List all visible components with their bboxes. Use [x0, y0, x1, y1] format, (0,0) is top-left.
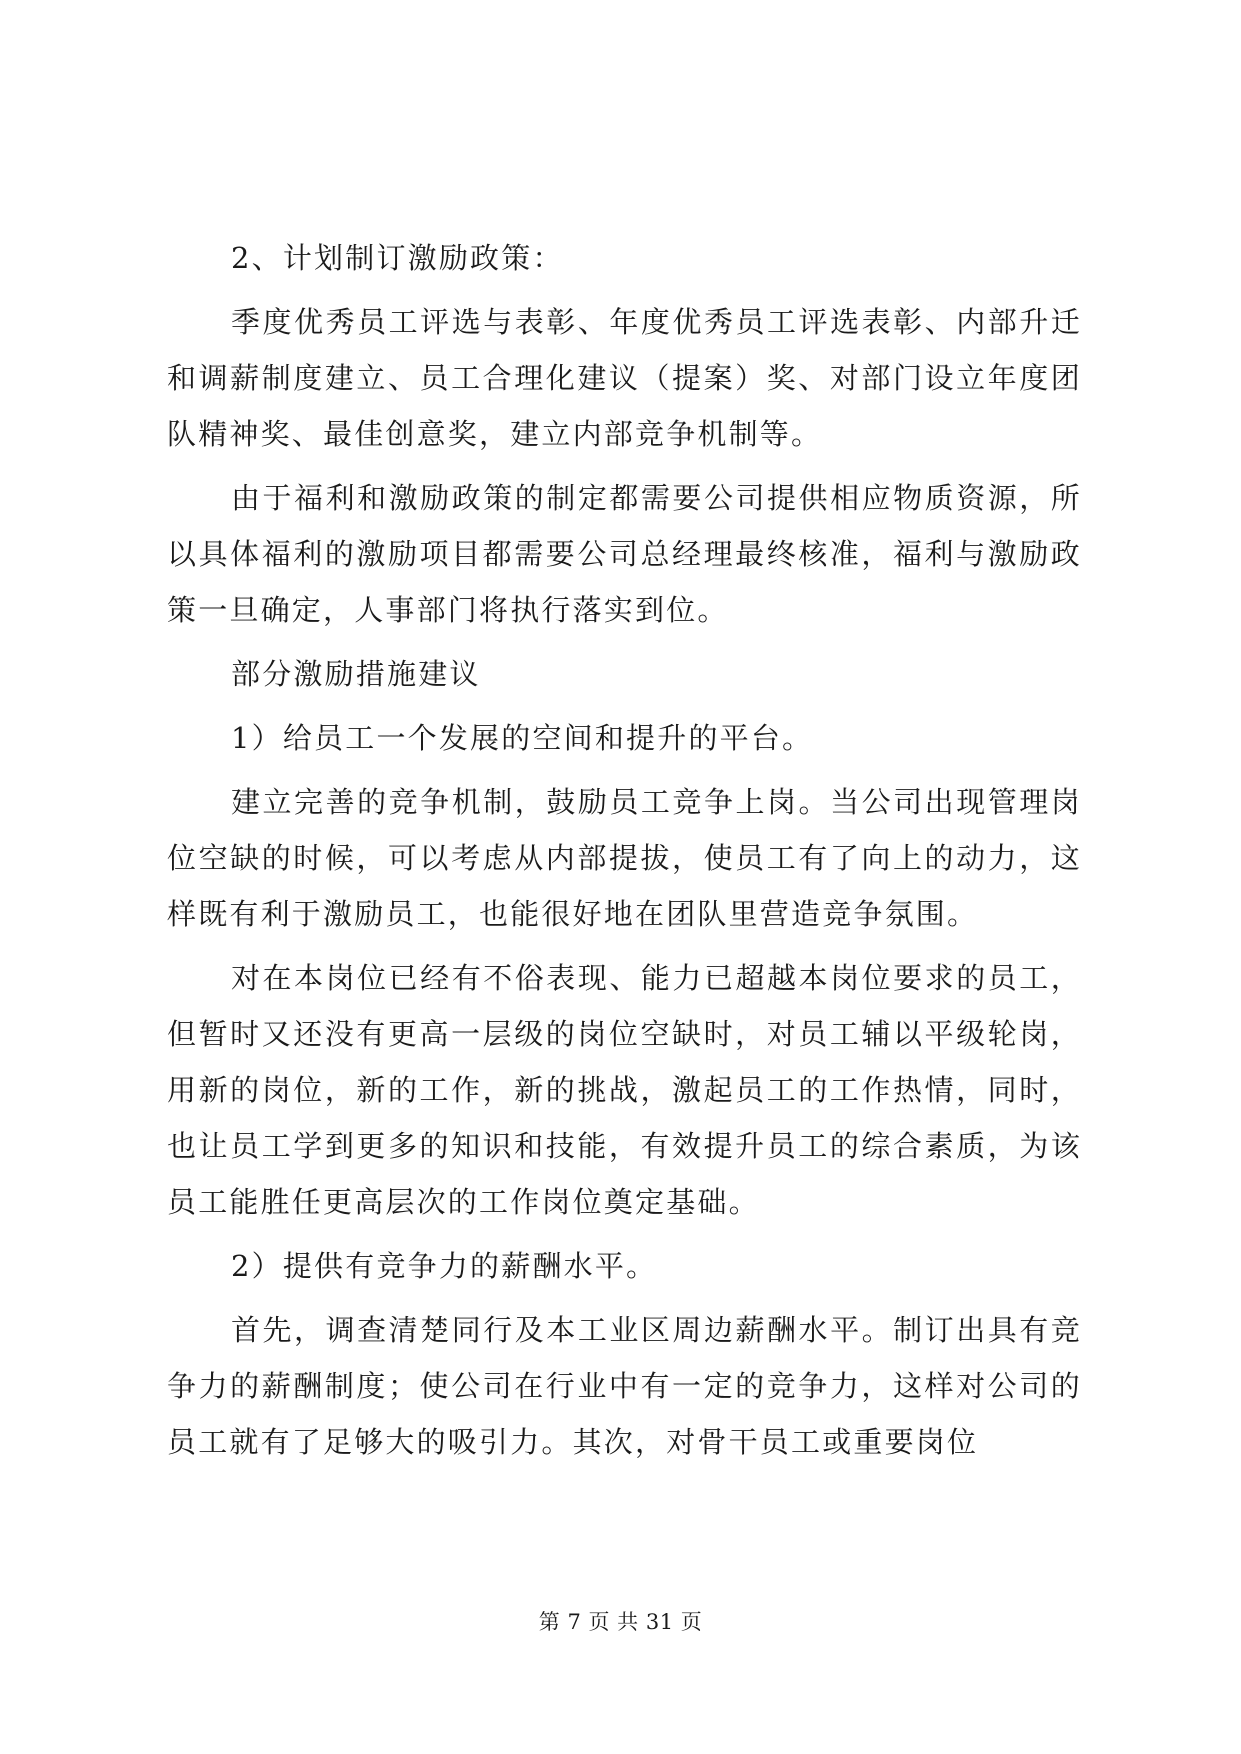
- paragraph-incentive-items: 季度优秀员工评选与表彰、年度优秀员工评选表彰、内部升迁和调薪制度建立、员工合理化建议（提案）奖、对部门设立年度团队精神奖、最佳创意奖，建立内部竞争机制等。: [167, 305, 1082, 451]
- paragraph-item-2-title: 2）提供有竞争力的薪酬水平。: [231, 1249, 658, 1283]
- page-number-footer: 第 7 页 共 31 页: [538, 1610, 703, 1634]
- paragraph-heading-measures: 部分激励措施建议: [231, 657, 481, 691]
- paragraph-salary-survey: 首先，调查清楚同行及本工业区周边薪酬水平。制订出具有竞争力的薪酬制度；使公司在行业中有一定的竞争力，这样对公司的员工就有了足够大的吸引力。其次，对骨干员工或重要岗位: [167, 1313, 1082, 1459]
- document-body: [167, 230, 1082, 1478]
- paragraph-item-1-title: 1）给员工一个发展的空间和提升的平台。: [231, 721, 814, 755]
- paragraph-job-rotation: 对在本岗位已经有不俗表现、能力已超越本岗位要求的员工，但暂时又还没有更高一层级的岗位空缺时，对员工辅以平级轮岗，用新的岗位，新的工作，新的挑战，激起员工的工作热情，同时，也让员工学到更多的知识和技能，有效提升员工的综合素质，为该员工能胜任更高层次的工作岗位奠定基础。: [167, 961, 1082, 1219]
- paragraph-approval: 由于福利和激励政策的制定都需要公司提供相应物质资源，所以具体福利的激励项目都需要公司总经理最终核准，福利与激励政策一旦确定，人事部门将执行落实到位。: [167, 481, 1082, 627]
- paragraph-competition-mechanism: 建立完善的竞争机制，鼓励员工竞争上岗。当公司出现管理岗位空缺的时候，可以考虑从内部提拔，使员工有了向上的动力，这样既有利于激励员工，也能很好地在团队里营造竞争氛围。: [167, 785, 1082, 931]
- paragraph-heading-incentive-policy: 2、计划制订激励政策：: [231, 241, 564, 275]
